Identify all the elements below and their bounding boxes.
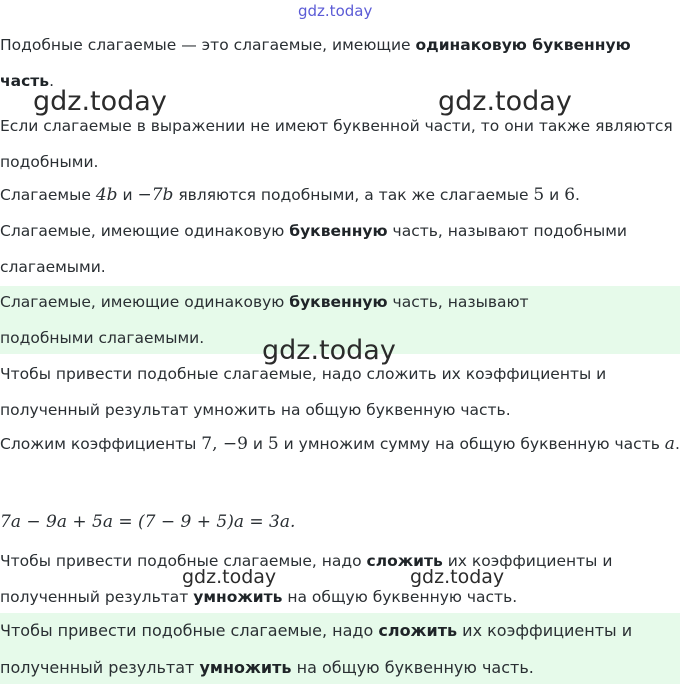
- rule-paragraph-bold: Чтобы привести подобные слагаемые, надо сложить их коэффициенты и полученный результат умножить на общую буквенную часть.: [0, 552, 613, 606]
- watermark-top: gdz.today: [298, 2, 373, 20]
- highlight-text-rule: Чтобы привести подобные слагаемые, надо сложить их коэффициенты и полученный результат умножить на общую буквенную часть.: [0, 621, 633, 677]
- watermark-left: gdz.today: [33, 86, 167, 117]
- watermark-lower-right: gdz.today: [410, 566, 505, 588]
- watermark-right: gdz.today: [438, 86, 572, 117]
- rule-paragraph: Чтобы привести подобные слагаемые, надо сложить их коэффициенты и полученный результат умножить на общую буквенную часть.: [0, 365, 607, 419]
- naming-paragraph: Слагаемые, имеющие одинаковую буквенную часть, называют подобными слагаемыми.: [0, 222, 627, 276]
- no-letter-part-paragraph: Если слагаемые в выражении не имеют буквенной части, то они также являются подобными.: [0, 117, 673, 171]
- definition-paragraph: Подобные слагаемые — это слагаемые, имеющие одинаковую буквенную часть.: [0, 36, 631, 90]
- highlight-box-rule: [0, 613, 680, 684]
- watermark-lower-left: gdz.today: [182, 566, 277, 588]
- watermark-center: gdz.today: [262, 335, 396, 366]
- highlight-text-definition: Слагаемые, имеющие одинаковую буквенную часть, называют подобными слагаемыми.: [0, 293, 529, 347]
- formula-line: 7a − 9a + 5a = (7 − 9 + 5)a = 3a.: [0, 512, 296, 532]
- example-paragraph: Слагаемые 4b и −7b являются подобными, а так же слагаемые 5 и 6.: [0, 185, 580, 205]
- coefficients-paragraph: Сложим коэффициенты 7, −9 и 5 и умножим сумму на общую буквенную часть a.: [0, 434, 680, 454]
